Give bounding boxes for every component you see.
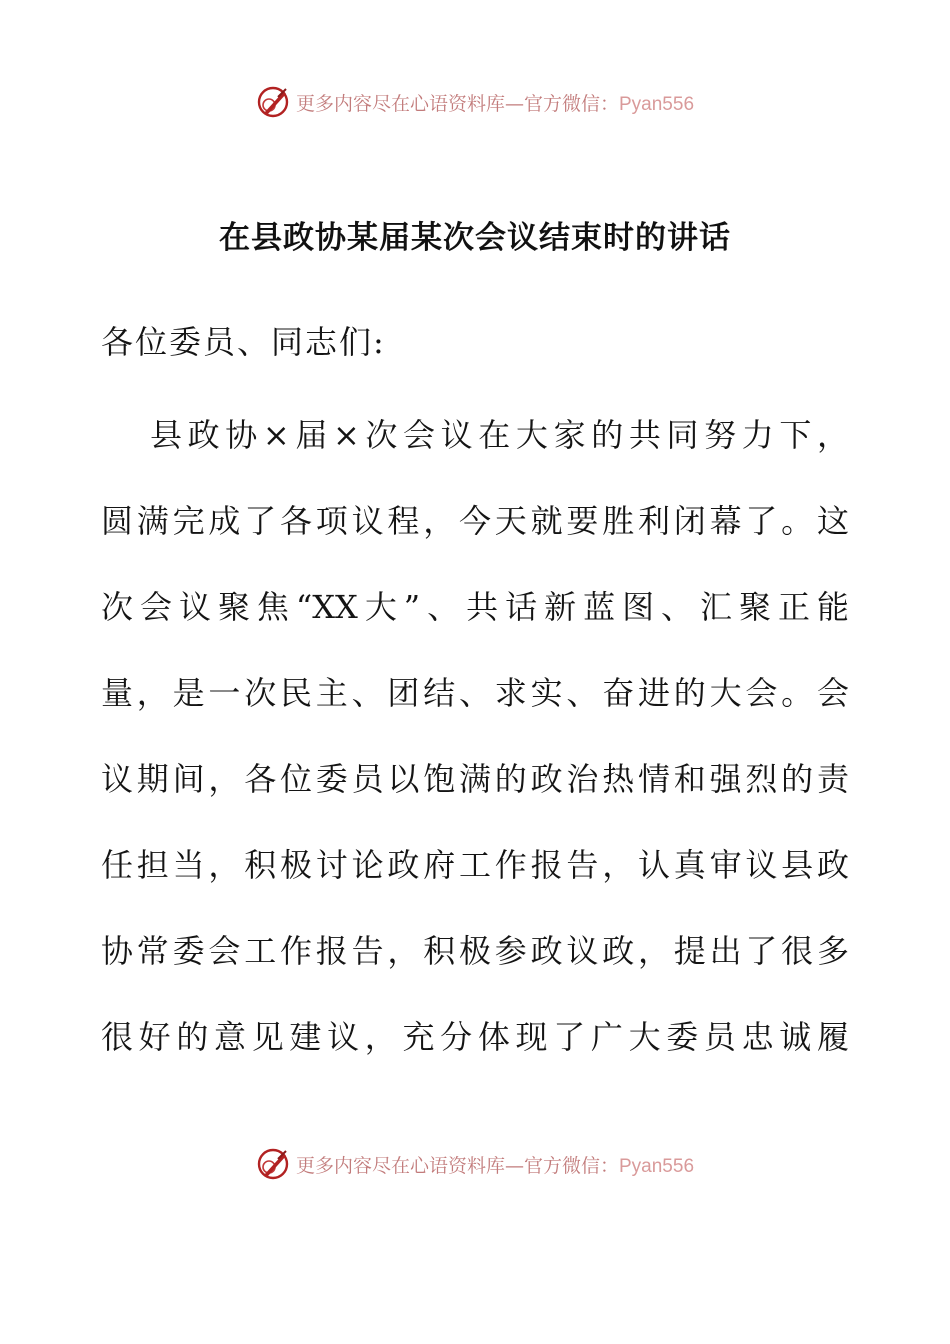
paragraph-line: 协常委会工作报告，积极参政议政，提出了很多: [101, 932, 849, 970]
footer-watermark-banner: [0, 1144, 950, 1184]
watermark-text: [296, 1151, 694, 1178]
paragraph-line: 任担当，积极讨论政府工作报告，认真审议县政: [101, 846, 849, 884]
header-watermark-banner: [0, 82, 950, 122]
watermark-text-cn: 更多内容尽在心语资料库—官方微信：: [295, 1154, 619, 1177]
document-title: 在县政协某届某次会议结束时的讲话: [219, 220, 731, 256]
quill-pen-logo-icon: [256, 1147, 290, 1181]
quill-pen-logo-icon: [256, 85, 290, 119]
watermark-text-cn: 更多内容尽在心语资料库—官方微信：: [295, 92, 619, 115]
salutation: 各位委员、同志们:: [101, 323, 386, 361]
watermark-text: [296, 89, 694, 116]
paragraph-line: 县政协×届×次会议在大家的共同努力下，: [150, 416, 849, 454]
paragraph-line: 量，是一次民主、团结、求实、奋进的大会。会: [101, 674, 849, 712]
paragraph-line: 次会议聚焦“XX大”、共话新蓝图、汇聚正能: [101, 588, 849, 626]
watermark-wechat-id: Pyan556: [619, 93, 695, 115]
paragraph-line: 圆满完成了各项议程，今天就要胜利闭幕了。这: [101, 502, 849, 540]
watermark-wechat-id: Pyan556: [619, 1155, 695, 1177]
paragraph-line: 很好的意见建议，充分体现了广大委员忠诚履: [101, 1018, 849, 1056]
paragraph-line: 议期间，各位委员以饱满的政治热情和强烈的责: [101, 760, 849, 798]
